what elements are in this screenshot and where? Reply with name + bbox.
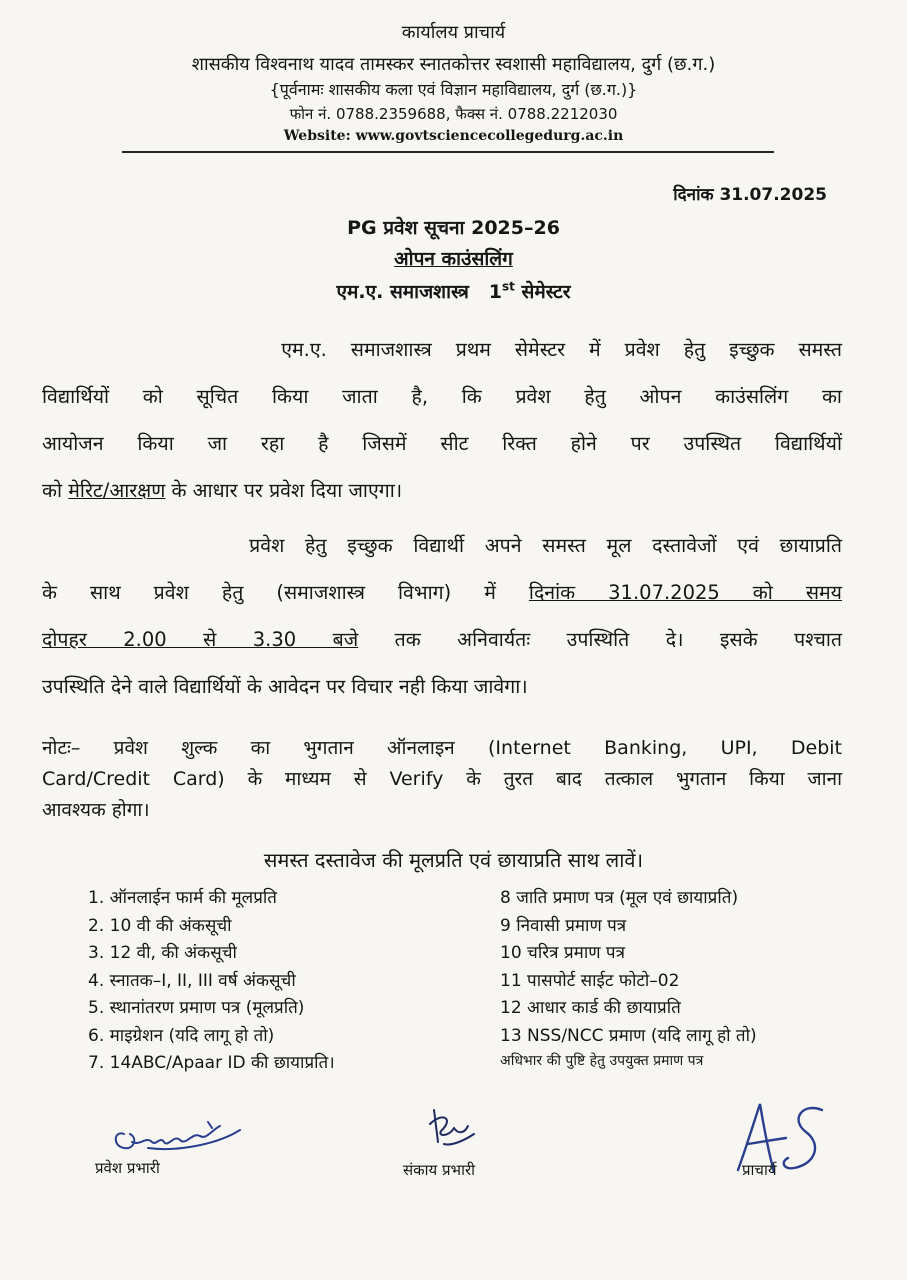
paragraph-line bbox=[42, 616, 842, 663]
paragraph-line bbox=[42, 467, 842, 514]
website: Website: www.govtsciencecollegedurg.ac.in bbox=[283, 128, 624, 144]
contact-numbers: फोन नं. 0788.2359688, फैक्स नं. 0788.2212030 bbox=[289, 105, 618, 123]
documents-list-left bbox=[88, 885, 335, 1078]
former-name: {पूर्वनामः शासकीय कला एवं विज्ञान महाविद्यालय, दुर्ग (छ.ग.)} bbox=[269, 80, 638, 99]
list-item: 4. स्नातक–I, II, III वर्ष अंकसूची bbox=[88, 970, 296, 991]
list-item: 2. 10 वी की अंकसूची bbox=[88, 915, 232, 936]
paragraph-line: विद्यार्थियों को सूचित किया जाता है, कि प्रवेश हेतु ओपन काउंसलिंग का bbox=[42, 385, 842, 408]
paragraph-text: प्रवेश हेतु इच्छुक विद्यार्थी अपने समस्त मूल दस्तावेजों एवं छायाप्रति bbox=[249, 534, 842, 557]
paragraph-line: आयोजन किया जा रहा है जिसमें सीट रिक्त होने पर उपस्थित विद्यार्थियों bbox=[42, 432, 842, 455]
paragraph-line bbox=[42, 522, 842, 569]
paragraph-text: तक अनिवार्यतः उपस्थिति दे। इसके पश्चात bbox=[358, 628, 842, 651]
college-name: शासकीय विश्वनाथ यादव तामस्कर स्नातकोत्तर स्वशासी महाविद्यालय, दुर्ग (छ.ग.) bbox=[191, 54, 716, 75]
note-line: आवश्यक होगा। bbox=[42, 799, 150, 821]
list-item: 3. 12 वी, की अंकसूची bbox=[88, 943, 237, 963]
semester-word: सेमेस्टर bbox=[521, 281, 571, 303]
list-item: 5. स्थानांतरण प्रमाण पत्र (मूलप्रति) bbox=[88, 998, 305, 1018]
office-title: कार्यालय प्राचार्य bbox=[401, 22, 506, 43]
open-counselling-heading: ओपन काउंसलिंग bbox=[394, 248, 513, 270]
semester-number: 1 bbox=[488, 281, 502, 303]
faculty-incharge-label: संकाय प्रभारी bbox=[403, 1161, 475, 1179]
admission-incharge-signature bbox=[108, 1112, 248, 1160]
faculty-incharge-signature bbox=[420, 1104, 480, 1150]
list-item: 1. ऑनलाईन फार्म की मूलप्रति bbox=[88, 888, 277, 908]
list-item: 7. 14ABC/Apaar ID की छायाप्रति। bbox=[88, 1053, 335, 1073]
paragraph-text: के साथ प्रवेश हेतु (समाजशास्त्र विभाग) में bbox=[42, 581, 529, 604]
paragraph-text: एम.ए. समाजशास्त्र प्रथम सेमेस्टर में प्रवेश हेतु इच्छुक समस्त bbox=[281, 338, 842, 361]
list-item: 12 आधार कार्ड की छायाप्रति bbox=[500, 998, 681, 1018]
paragraph-line bbox=[42, 326, 842, 373]
notice-subtitle bbox=[0, 245, 907, 271]
list-item: 13 NSS/NCC प्रमाण (यदि लागू हो तो) bbox=[500, 1025, 757, 1046]
paragraph-text: के आधार पर प्रवेश दिया जाएगा। bbox=[165, 479, 403, 502]
paragraph-intro bbox=[42, 326, 842, 514]
merit-reservation: मेरिट/आरक्षण bbox=[68, 479, 166, 502]
paragraph-attendance bbox=[42, 522, 842, 710]
documents-heading: समस्त दस्तावेज की मूलप्रति एवं छायाप्रति साथ लावें। bbox=[263, 848, 644, 872]
principal-label: प्राचार्य bbox=[742, 1161, 777, 1179]
course-heading bbox=[0, 278, 907, 304]
list-item: 10 चरित्र प्रमाण पत्र bbox=[500, 943, 625, 963]
course-name: एम.ए. समाजशास्त्र bbox=[336, 281, 469, 303]
list-item: 8 जाति प्रमाण पत्र (मूल एवं छायाप्रति) bbox=[500, 888, 739, 908]
paragraph-line bbox=[42, 569, 842, 616]
note-line: नोटः– प्रवेश शुल्क का भुगतान ऑनलाइन (Internet Banking, UPI, Debit bbox=[42, 737, 842, 759]
paragraph-line: उपस्थिति देने वाले विद्यार्थियों के आवेदन पर विचार नही किया जावेगा। bbox=[42, 675, 528, 698]
list-item-note: अधिभार की पुष्टि हेतु उपयुक्त प्रमाण पत्र bbox=[500, 1053, 704, 1069]
paragraph-text: को bbox=[42, 479, 69, 502]
counselling-time: दोपहर 2.00 से 3.30 बजे bbox=[42, 628, 359, 651]
list-item: 11 पासपोर्ट साईट फोटो–02 bbox=[500, 970, 680, 991]
note-line: Card/Credit Card) के माध्यम से Verify के तुरत बाद तत्काल भुगतान किया जाना bbox=[42, 768, 842, 790]
semester-suffix: st bbox=[502, 279, 515, 294]
list-item: 9 निवासी प्रमाण पत्र bbox=[500, 915, 627, 936]
notice-title: PG प्रवेश सूचना 2025–26 bbox=[347, 217, 560, 239]
documents-list-right bbox=[500, 885, 757, 1072]
admission-incharge-label: प्रवेश प्रभारी bbox=[95, 1159, 160, 1177]
header-divider bbox=[122, 151, 774, 153]
list-item: 6. माइग्रेशन (यदि लागू हो तो) bbox=[88, 1025, 275, 1046]
fee-note bbox=[42, 733, 842, 826]
counselling-date: दिनांक 31.07.2025 को समय bbox=[528, 581, 842, 604]
notice-date: दिनांक 31.07.2025 bbox=[673, 185, 827, 205]
